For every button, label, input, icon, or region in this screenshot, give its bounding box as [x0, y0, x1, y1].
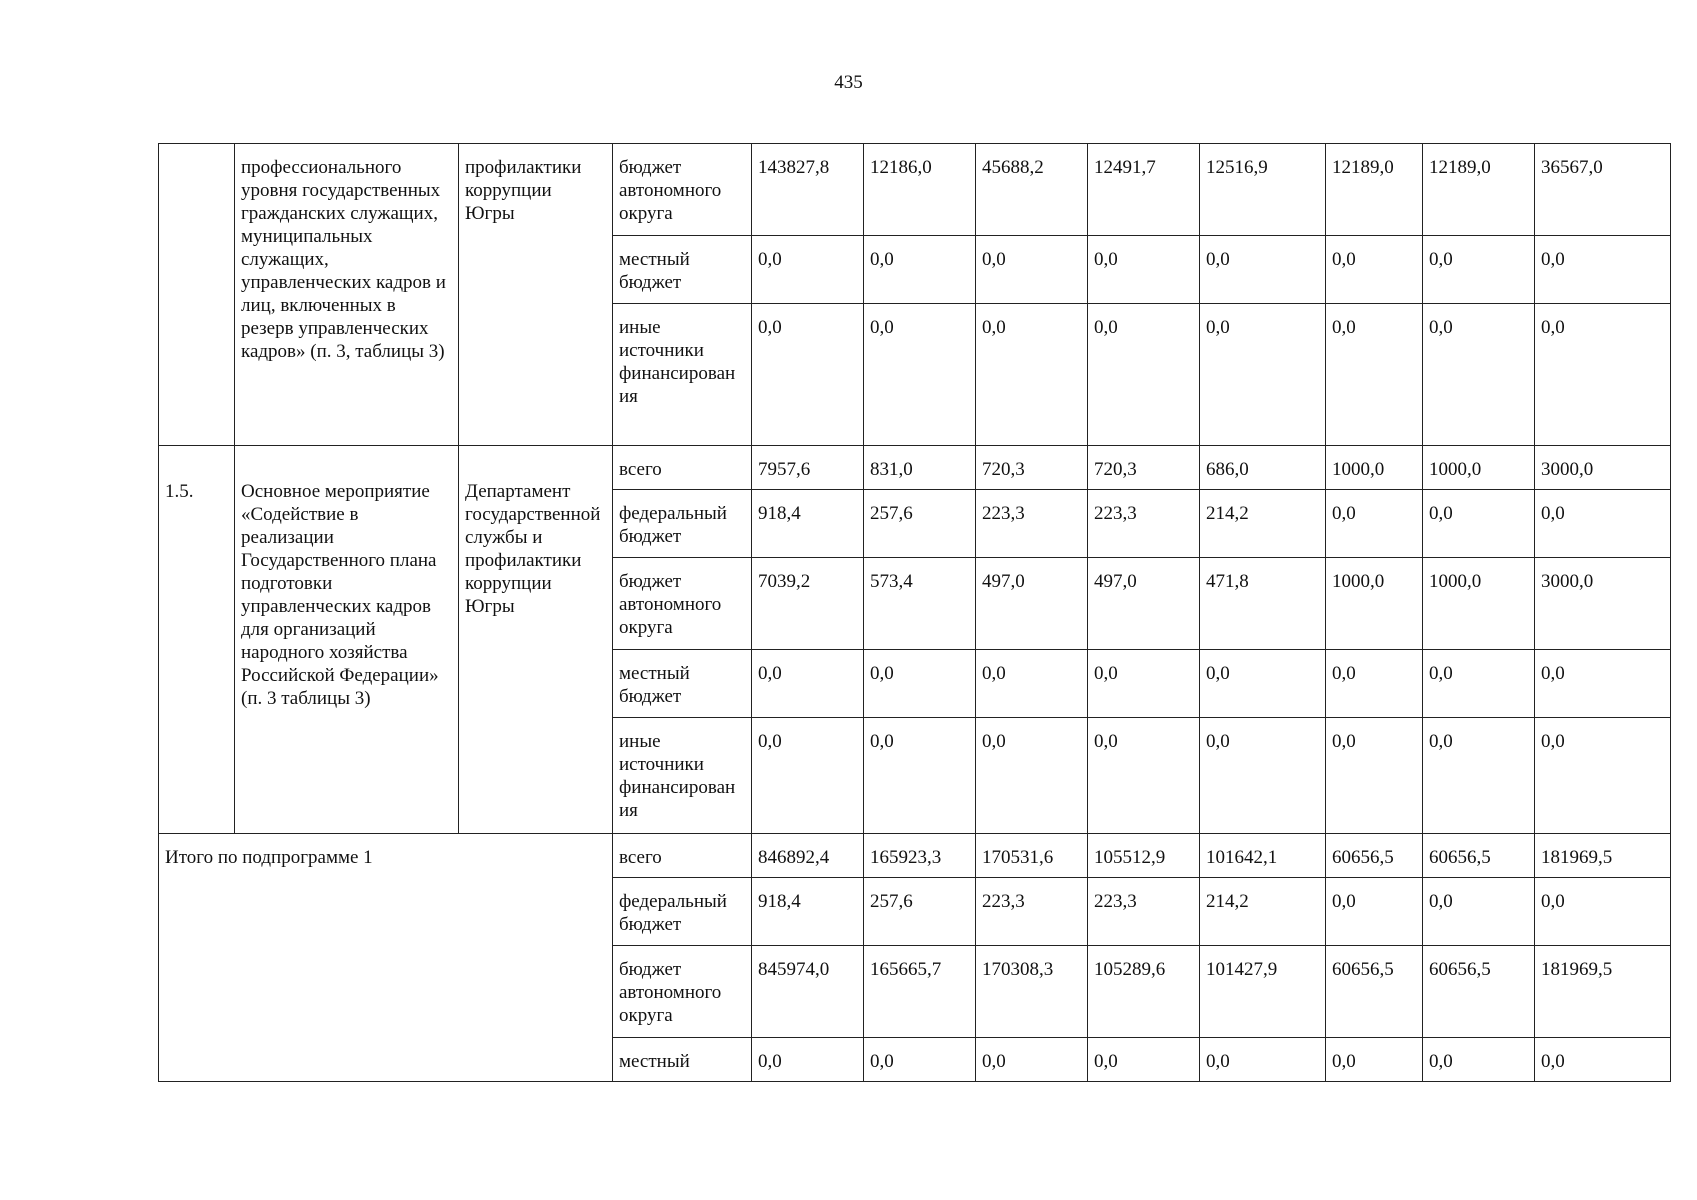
amount-cell: 165923,3 — [864, 834, 976, 878]
amount-cell: 223,3 — [976, 878, 1088, 946]
amount-cell: 720,3 — [976, 446, 1088, 490]
amount-cell: 214,2 — [1200, 878, 1326, 946]
item-number-cell: 1.5. — [159, 446, 235, 834]
amount-cell: 0,0 — [1326, 304, 1423, 446]
amount-cell: 223,3 — [1088, 490, 1200, 558]
amount-cell: 1000,0 — [1423, 558, 1535, 650]
amount-cell: 0,0 — [1326, 490, 1423, 558]
amount-cell: 3000,0 — [1535, 446, 1671, 490]
amount-cell: 223,3 — [976, 490, 1088, 558]
amount-cell: 181969,5 — [1535, 946, 1671, 1038]
amount-cell: 0,0 — [976, 1038, 1088, 1082]
amount-cell: 105289,6 — [1088, 946, 1200, 1038]
funding-table — [158, 143, 1671, 1082]
amount-cell: 0,0 — [1423, 878, 1535, 946]
amount-cell: 471,8 — [1200, 558, 1326, 650]
total-section — [159, 834, 1671, 1082]
amount-cell: 845974,0 — [752, 946, 864, 1038]
amount-cell: 214,2 — [1200, 490, 1326, 558]
amount-cell: 846892,4 — [752, 834, 864, 878]
amount-cell: 7957,6 — [752, 446, 864, 490]
amount-cell: 0,0 — [1423, 304, 1535, 446]
amount-cell: 143827,8 — [752, 144, 864, 236]
amount-cell: 0,0 — [752, 718, 864, 834]
amount-cell: 105512,9 — [1088, 834, 1200, 878]
funding-source-cell: бюджет автономного округа — [613, 144, 752, 236]
amount-cell: 0,0 — [1088, 304, 1200, 446]
funding-source-cell: местный бюджет — [613, 236, 752, 304]
amount-cell: 223,3 — [1088, 878, 1200, 946]
amount-cell: 0,0 — [1535, 236, 1671, 304]
amount-cell: 60656,5 — [1423, 946, 1535, 1038]
funding-source-cell: иные источники финансирования — [613, 304, 752, 446]
amount-cell: 720,3 — [1088, 446, 1200, 490]
amount-cell: 0,0 — [976, 304, 1088, 446]
funding-source-cell: всего — [613, 446, 752, 490]
amount-cell: 0,0 — [1200, 304, 1326, 446]
continuation-section — [159, 144, 1671, 446]
amount-cell: 0,0 — [1088, 1038, 1200, 1082]
amount-cell: 0,0 — [1535, 878, 1671, 946]
amount-cell: 12516,9 — [1200, 144, 1326, 236]
amount-cell: 0,0 — [1200, 650, 1326, 718]
amount-cell: 0,0 — [976, 650, 1088, 718]
amount-cell: 0,0 — [1326, 878, 1423, 946]
amount-cell: 7039,2 — [752, 558, 864, 650]
amount-cell: 573,4 — [864, 558, 976, 650]
event-name-cell: Основное мероприятие «Содействие в реализации Государственного плана подготовки управленческих кадров для организаций народного хозяйства Российской Федерации» (п. 3 таблицы 3) — [235, 446, 459, 834]
amount-cell: 101427,9 — [1200, 946, 1326, 1038]
executor-cell: Департамент государственной службы и профилактики коррупции Югры — [459, 446, 613, 834]
amount-cell: 0,0 — [1423, 236, 1535, 304]
funding-source-cell: иные источники финансирования — [613, 718, 752, 834]
amount-cell: 0,0 — [1423, 490, 1535, 558]
amount-cell: 12491,7 — [1088, 144, 1200, 236]
amount-cell: 257,6 — [864, 878, 976, 946]
item-number-cell — [159, 144, 235, 446]
amount-cell: 3000,0 — [1535, 558, 1671, 650]
amount-cell: 170308,3 — [976, 946, 1088, 1038]
funding-source-cell: всего — [613, 834, 752, 878]
amount-cell: 45688,2 — [976, 144, 1088, 236]
amount-cell: 0,0 — [752, 1038, 864, 1082]
funding-source-cell: федеральный бюджет — [613, 878, 752, 946]
amount-cell: 12189,0 — [1423, 144, 1535, 236]
amount-cell: 0,0 — [864, 1038, 976, 1082]
amount-cell: 0,0 — [1423, 1038, 1535, 1082]
amount-cell: 0,0 — [1200, 718, 1326, 834]
funding-source-cell: местный бюджет — [613, 650, 752, 718]
amount-cell: 12186,0 — [864, 144, 976, 236]
amount-cell: 12189,0 — [1326, 144, 1423, 236]
amount-cell: 36567,0 — [1535, 144, 1671, 236]
amount-cell: 0,0 — [1200, 1038, 1326, 1082]
amount-cell: 0,0 — [1535, 304, 1671, 446]
amount-cell: 0,0 — [752, 236, 864, 304]
amount-cell: 686,0 — [1200, 446, 1326, 490]
amount-cell: 60656,5 — [1326, 946, 1423, 1038]
amount-cell: 0,0 — [1088, 650, 1200, 718]
funding-source-cell: местный — [613, 1038, 752, 1082]
amount-cell: 257,6 — [864, 490, 976, 558]
amount-cell: 0,0 — [1200, 236, 1326, 304]
amount-cell: 0,0 — [1535, 718, 1671, 834]
amount-cell: 0,0 — [1423, 650, 1535, 718]
amount-cell: 497,0 — [1088, 558, 1200, 650]
funding-source-cell: бюджет автономного округа — [613, 946, 752, 1038]
amount-cell: 101642,1 — [1200, 834, 1326, 878]
amount-cell: 0,0 — [864, 718, 976, 834]
amount-cell: 170531,6 — [976, 834, 1088, 878]
event-name-cell: профессионального уровня государственных гражданских служащих, муниципальных служащих, управленческих кадров и лиц, включенных в резерв управленческих кадров» (п. 3, таблицы 3) — [235, 144, 459, 446]
amount-cell: 60656,5 — [1423, 834, 1535, 878]
amount-cell: 0,0 — [1535, 490, 1671, 558]
item-1-5-section — [159, 446, 1671, 834]
amount-cell: 0,0 — [864, 304, 976, 446]
amount-cell: 165665,7 — [864, 946, 976, 1038]
amount-cell: 0,0 — [752, 304, 864, 446]
amount-cell: 0,0 — [976, 718, 1088, 834]
amount-cell: 60656,5 — [1326, 834, 1423, 878]
amount-cell: 0,0 — [752, 650, 864, 718]
amount-cell: 0,0 — [976, 236, 1088, 304]
amount-cell: 0,0 — [1326, 718, 1423, 834]
amount-cell: 0,0 — [864, 236, 976, 304]
amount-cell: 181969,5 — [1535, 834, 1671, 878]
funding-source-cell: федеральный бюджет — [613, 490, 752, 558]
amount-cell: 0,0 — [1535, 650, 1671, 718]
amount-cell: 0,0 — [864, 650, 976, 718]
amount-cell: 1000,0 — [1423, 446, 1535, 490]
amount-cell: 918,4 — [752, 490, 864, 558]
amount-cell: 0,0 — [1326, 236, 1423, 304]
amount-cell: 1000,0 — [1326, 446, 1423, 490]
amount-cell: 0,0 — [1535, 1038, 1671, 1082]
page-number: 435 — [834, 72, 863, 93]
executor-cell: профилактики коррупции Югры — [459, 144, 613, 446]
amount-cell: 0,0 — [1326, 650, 1423, 718]
amount-cell: 0,0 — [1088, 236, 1200, 304]
amount-cell: 497,0 — [976, 558, 1088, 650]
amount-cell: 831,0 — [864, 446, 976, 490]
amount-cell: 1000,0 — [1326, 558, 1423, 650]
amount-cell: 0,0 — [1326, 1038, 1423, 1082]
amount-cell: 918,4 — [752, 878, 864, 946]
funding-source-cell: бюджет автономного округа — [613, 558, 752, 650]
amount-cell: 0,0 — [1423, 718, 1535, 834]
total-label-cell: Итого по подпрограмме 1 — [159, 834, 613, 1082]
amount-cell: 0,0 — [1088, 718, 1200, 834]
